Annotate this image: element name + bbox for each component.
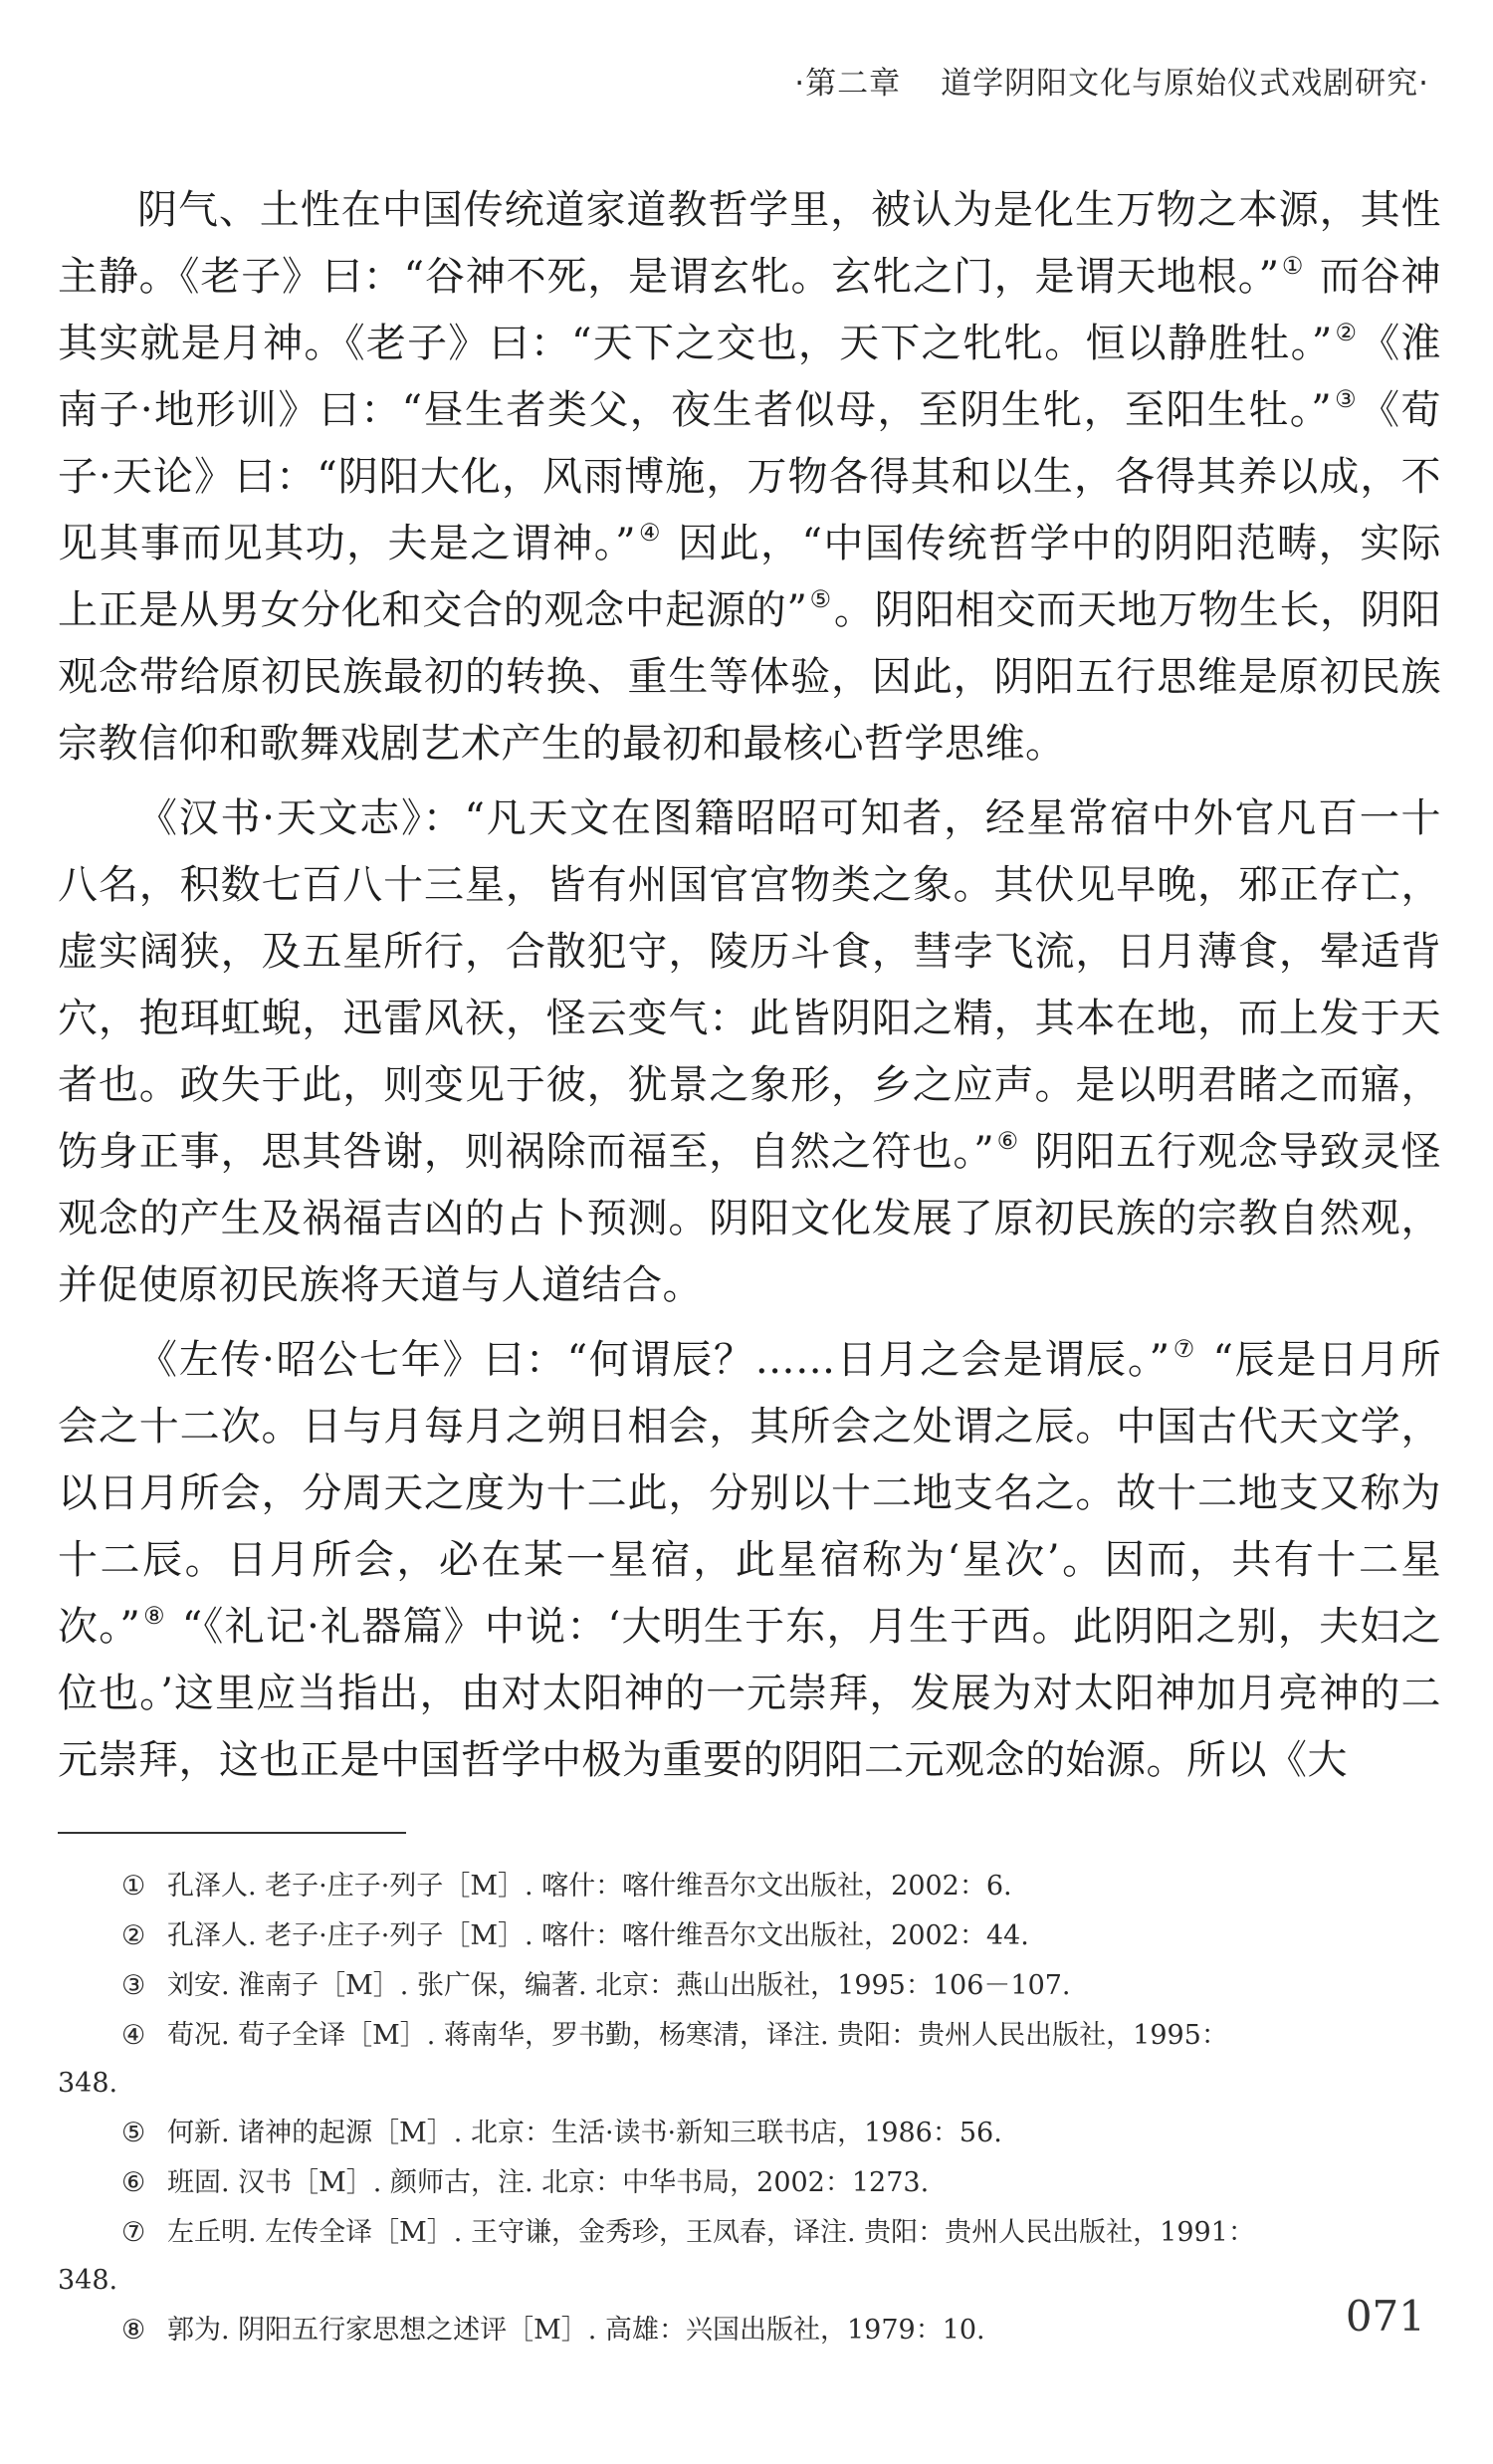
footnote-reference[interactable]: ④ <box>638 519 662 547</box>
footnote-item <box>58 1961 1441 2011</box>
footnote-reference[interactable]: ① <box>1281 252 1305 280</box>
paragraph <box>58 1327 1441 1794</box>
paragraph-text: 《左传·昭公七年》曰：“何谓辰？……日月之会是谓辰。” <box>137 1337 1171 1383</box>
footnote-text: 刘安. 淮南子［M］. 张广保，编著. 北京：燕山出版社，1995：106－107. <box>167 1970 1071 2001</box>
footnote-continuation: 348. <box>58 2265 118 2296</box>
footnote-text: 荀况. 荀子全译［M］. 蒋南华，罗书勤，杨寒清，译注. 贵阳：贵州人民出版社，1995： <box>167 2020 1228 2051</box>
paragraph-text: 。阴阳相交而天地万物生长，阴阳观念带给原初民族最初的转换、重生等体验，因此，阴阳五行思维是原初民族宗教信仰和歌舞戏剧艺术产生的最初和最核心哲学思维。 <box>58 587 1442 767</box>
footnote-marker: ③ <box>121 1970 146 2001</box>
footnote-text: 班固. 汉书［M］. 颜师古，注. 北京：中华书局，2002：1273. <box>167 2167 930 2198</box>
footnote-text: 孔泽人. 老子·庄子·列子［M］. 喀什：喀什维吾尔文出版社，2002：6. <box>167 1871 1012 1902</box>
footnote-reference[interactable]: ⑧ <box>142 1602 166 1630</box>
footnote-marker: ⑤ <box>121 2118 146 2148</box>
footnote-item <box>58 2011 1441 2109</box>
footnote-item <box>58 2306 1441 2355</box>
footnote-marker: ⑦ <box>121 2217 146 2248</box>
paragraph-text: 《淮南子·地形训》曰：“昼生者类父，夜生者似母，至阴生牝，至阳生牡。” <box>58 321 1442 433</box>
footnote-reference[interactable]: ③ <box>1334 385 1359 413</box>
footnote-item <box>58 2158 1441 2208</box>
footnote-divider <box>58 1832 406 1834</box>
footnote-marker: ⑧ <box>121 2315 146 2346</box>
page-number: 071 <box>1345 2292 1425 2341</box>
footnote-reference[interactable]: ⑥ <box>996 1127 1019 1155</box>
footnote-marker: ④ <box>121 2020 146 2051</box>
footnote-item <box>58 2109 1441 2158</box>
footnote-continuation: 348. <box>58 2068 118 2099</box>
paragraph-text: 阴气、土性在中国传统道家道教哲学里，被认为是化生万物之本源，其性主静。《老子》曰：“谷神不死，是谓玄牝。玄牝之门，是谓天地根。” <box>58 187 1441 300</box>
header-chapter: ·第二章 <box>794 66 902 102</box>
footnote-reference[interactable]: ② <box>1334 319 1359 346</box>
footnotes <box>58 1862 1441 2355</box>
footnote-reference[interactable]: ⑦ <box>1172 1335 1197 1363</box>
footnote-marker: ② <box>121 1920 146 1951</box>
running-header <box>794 58 1429 103</box>
footnote-text: 孔泽人. 老子·庄子·列子［M］. 喀什：喀什维吾尔文出版社，2002：44. <box>167 1920 1029 1951</box>
paragraph-text: 《荀子·天论》曰：“阴阳大化，风雨博施，万物各得其和以生，各得其养以成，不见其事而见其功，夫是之谓神。” <box>58 387 1442 566</box>
footnote-text: 郭为. 阴阳五行家思想之述评［M］. 高雄：兴国出版社，1979：10. <box>167 2315 985 2346</box>
footnote-marker: ① <box>121 1871 146 1902</box>
footnote-item <box>58 1862 1441 1911</box>
footnote-text: 左丘明. 左传全译［M］. 王守谦，金秀珍，王凤春，译注. 贵阳：贵州人民出版社，1991： <box>167 2217 1255 2248</box>
footnote-item <box>58 2208 1441 2306</box>
body-text <box>58 177 1441 1802</box>
paragraph <box>58 177 1441 778</box>
paragraph-text: 而谷神其实就是月神。《老子》曰：“天下之交也，天下之牝牝。恒以静胜牡。” <box>58 254 1441 366</box>
paragraph-text: “辰是日月所会之十二次。日与月每月之朔日相会，其所会之处谓之辰。中国古代天文学，以日月所会，分周天之度为十二此，分别以十二地支名之。故十二地支又称为十二辰。日月所会，必在某一星宿，此星宿称为‘星次’。因而，共有十二星次。” <box>58 1337 1441 1650</box>
footnote-item <box>58 1911 1441 1961</box>
paragraph <box>58 785 1441 1319</box>
paragraph-text: 《汉书·天文志》：“凡天文在图籍昭昭可知者，经星常宿中外官凡百一十八名，积数七百八十三星，皆有州国官宫物类之象。其伏见早晚，邪正存亡，虚实阔狭，及五星所行，合散犯守，陵历斗食，彗孛飞流，日月薄食，晕适背穴，抱珥虹蜺，迅雷风祆，怪云变气：此皆阴阳之精，其本在地，而上发于天者也。政失于此，则变见于彼，犹景之象形，乡之应声。是以明君睹之而寤，饬身正事，思其咎谢，则祸除而福至，自然之符也。” <box>58 795 1441 1175</box>
header-title: 道学阴阳文化与原始仪式戏剧研究· <box>941 66 1429 102</box>
footnote-marker: ⑥ <box>121 2167 146 2198</box>
paragraph-text: “《礼记·礼器篇》中说：‘大明生于东，月生于西。此阴阳之别，夫妇之位也。’这里应当指出，由对太阳神的一元崇拜，发展为对太阳神加月亮神的二元崇拜，这也正是中国哲学中极为重要的阴阳二元观念的始源。所以《大 <box>58 1604 1442 1783</box>
paragraph-text: 因此，“中国传统哲学中的阴阳范畴，实际上正是从男女分化和交合的观念中起源的” <box>58 521 1442 633</box>
paragraph-text: 阴阳五行观念导致灵怪观念的产生及祸福吉凶的占卜预测。阴阳文化发展了原初民族的宗教自然观，并促使原初民族将天道与人道结合。 <box>58 1129 1442 1308</box>
footnote-text: 何新. 诸神的起源［M］. 北京：生活·读书·新知三联书店，1986：56. <box>167 2118 1002 2148</box>
footnote-reference[interactable]: ⑤ <box>809 585 832 613</box>
